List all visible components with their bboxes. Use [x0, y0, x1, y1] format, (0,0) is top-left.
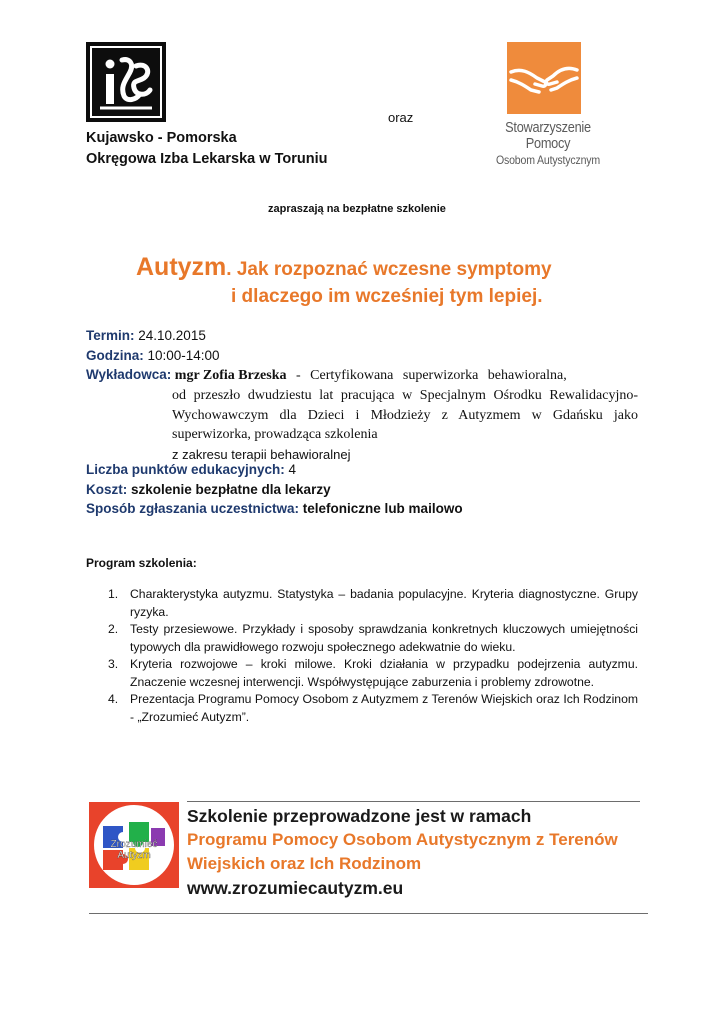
program-item-number: 3. [108, 657, 119, 671]
partner-line-1: Stowarzyszenie Pomocy [505, 120, 591, 152]
footer-divider-bottom [89, 913, 648, 914]
program-item [86, 586, 638, 621]
footer-line-1: Szkolenie przeprowadzone jest w ramach [187, 806, 532, 826]
program-item [86, 691, 638, 726]
program-item-text: Kryteria rozwojowe – kroki milowe. Kroki działania w przypadku podejrzenia autyzmu. Znaczenie wczesnej interwencji. Współwystępujące zaburzenia i problemy zdrowotne. [130, 657, 638, 689]
registration-row [86, 501, 463, 516]
program-item-number: 1. [108, 587, 119, 601]
time-value: 10:00-14:00 [143, 348, 220, 363]
points-row [86, 462, 296, 477]
organizer-name [86, 128, 327, 170]
title-main-word: Autyzm [136, 253, 227, 281]
program-item-text: Prezentacja Programu Pomocy Osobom z Autyzmem z Terenów Wiejskich oraz Ich Rodzinom - „Zrozumieć Autyzm”. [130, 692, 638, 724]
program-item [86, 621, 638, 656]
title-line-1 [136, 253, 552, 282]
conjunction-text: oraz [388, 110, 414, 125]
date-row [86, 328, 206, 343]
organizer-line-1: Kujawsko - Pomorska [86, 130, 237, 146]
puzzle-logo-text-1: Zrozumieć [110, 839, 158, 850]
lecturer-label: Wykładowca: [86, 367, 172, 382]
footer-divider-top [187, 801, 640, 802]
time-row [86, 348, 220, 363]
registration-label: Sposób zgłaszania uczestnictwa: [86, 501, 300, 516]
points-label: Liczba punktów edukacyjnych: [86, 462, 285, 477]
lecturer-desc-rest: od przeszło dwudziestu lat pracująca w Specjalnym Ośrodku Rewalidacyjno-Wychowawczym dla Dzieci i Młodzieży z Autyzmem w Gdańsku jako superwizorka, prowadząca szkolenia [172, 388, 638, 442]
puzzle-logo-text-2: Autyzm [117, 850, 151, 861]
puzzle-logo-icon [89, 802, 179, 888]
hands-logo-icon [507, 42, 581, 114]
program-heading: Program szkolenia: [86, 556, 197, 570]
cost-value: szkolenie bezpłatne dla lekarzy [127, 482, 331, 497]
date-value: 24.10.2015 [134, 328, 206, 343]
footer-url-link[interactable]: www.zrozumiecautyzm.eu [187, 878, 404, 898]
cost-label: Koszt: [86, 482, 128, 497]
program-item-number: 2. [108, 622, 119, 636]
footer-line-2: Programu Pomocy Osobom Autystycznym z Terenów [187, 830, 618, 849]
lecturer-name: mgr Zofia Brzeska [171, 368, 287, 383]
date-label: Termin: [86, 328, 135, 343]
lecturer-description [172, 386, 638, 465]
title-line-2: i dlaczego im wcześniej tym lepiej. [231, 286, 543, 307]
time-label: Godzina: [86, 348, 144, 363]
program-item-text: Charakterystyka autyzmu. Statystyka – badania populacyjne. Kryteria diagnostyczne. Grupy ryzyka. [130, 587, 638, 619]
lecturer-row [86, 367, 638, 384]
organizer-line-2: Okręgowa Izba Lekarska w Toruniu [86, 151, 328, 167]
points-value: 4 [284, 462, 297, 477]
title-rest: . Jak rozpoznać wczesne symptomy [226, 259, 552, 280]
program-item-number: 4. [108, 692, 119, 706]
invitation-text: zapraszają na bezpłatne szkolenie [268, 203, 446, 215]
program-item [86, 656, 638, 691]
program-list [86, 586, 638, 726]
footer-line-3: Wiejskich oraz Ich Rodzinom [187, 854, 422, 873]
lecturer-desc-last: z zakresu terapii behawioralnej [172, 446, 351, 462]
lecturer-desc-first: - Certyfikowana superwizorka behawioralna, [286, 368, 567, 383]
oil-logo [86, 42, 166, 122]
registration-value: telefoniczne lub mailowo [299, 501, 463, 516]
program-item-text: Testy przesiewowe. Przykłady i sposoby sprawdzania konkretnych kluczowych umiejętności typowych dla prawidłowego rozwoju społecznego adekwatnie do wieku. [130, 622, 638, 654]
cost-row [86, 482, 331, 497]
partner-name [478, 120, 618, 167]
partner-line-2: Osobom Autystycznym [495, 153, 601, 167]
